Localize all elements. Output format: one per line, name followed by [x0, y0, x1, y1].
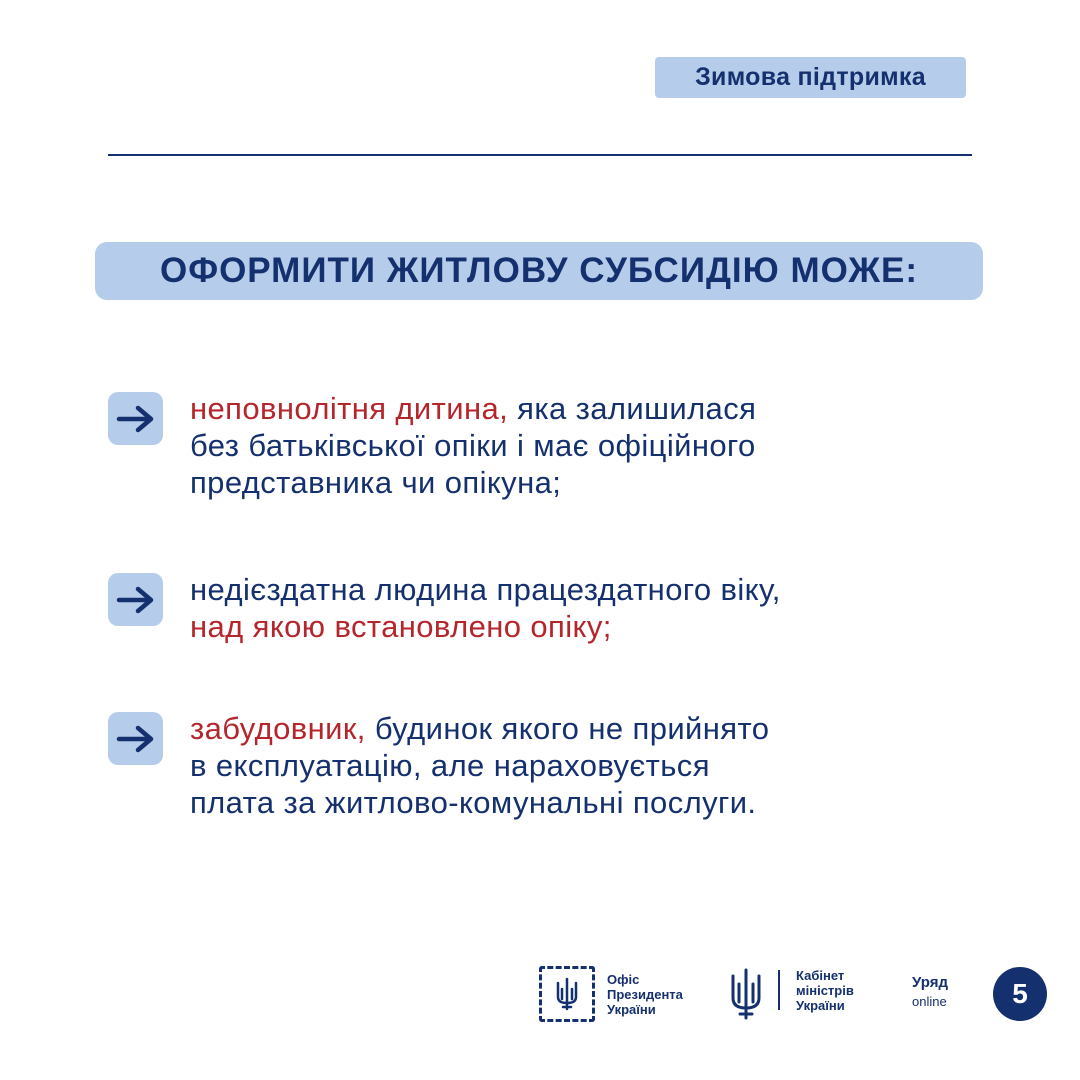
logo-line: Кабінет [796, 968, 845, 983]
arrow-right-icon [108, 573, 163, 626]
item-text: в експлуатацію, але нараховується [190, 748, 710, 783]
logo-line: Президента [607, 987, 683, 1002]
item-highlight: над якою встановлено опіку; [190, 609, 612, 644]
arrow-right-icon [108, 712, 163, 765]
trident-icon [728, 966, 764, 1027]
item-highlight: забудовник, [190, 711, 366, 746]
item-text: яка залишилася [508, 391, 757, 426]
trident-seal-icon [539, 966, 595, 1022]
item-highlight: неповнолітня дитина, [190, 391, 509, 426]
item-text: плата за житлово-комунальні послуги. [190, 785, 757, 820]
logo-line: міністрів [796, 983, 854, 998]
logo-divider [778, 970, 780, 1010]
arrow-right-icon [108, 392, 163, 445]
page-number-badge: 5 [993, 967, 1047, 1021]
page-title: ОФОРМИТИ ЖИТЛОВУ СУБСИДІЮ МОЖЕ: [95, 242, 983, 300]
logo-line: України [607, 1002, 656, 1017]
divider [108, 154, 972, 156]
item-text: без батьківської опіки і має офіційного [190, 428, 756, 463]
item-text: представника чи опікуна; [190, 465, 562, 500]
logo-line: Уряд [912, 974, 948, 991]
section-tag: Зимова підтримка [655, 57, 966, 98]
logo-line: online [912, 994, 947, 1009]
logo-line: Офіс [607, 972, 640, 987]
item-text: будинок якого не прийнято [365, 711, 770, 746]
logo-line: України [796, 998, 845, 1013]
item-text: недієздатна людина працездатного віку, [190, 572, 781, 607]
